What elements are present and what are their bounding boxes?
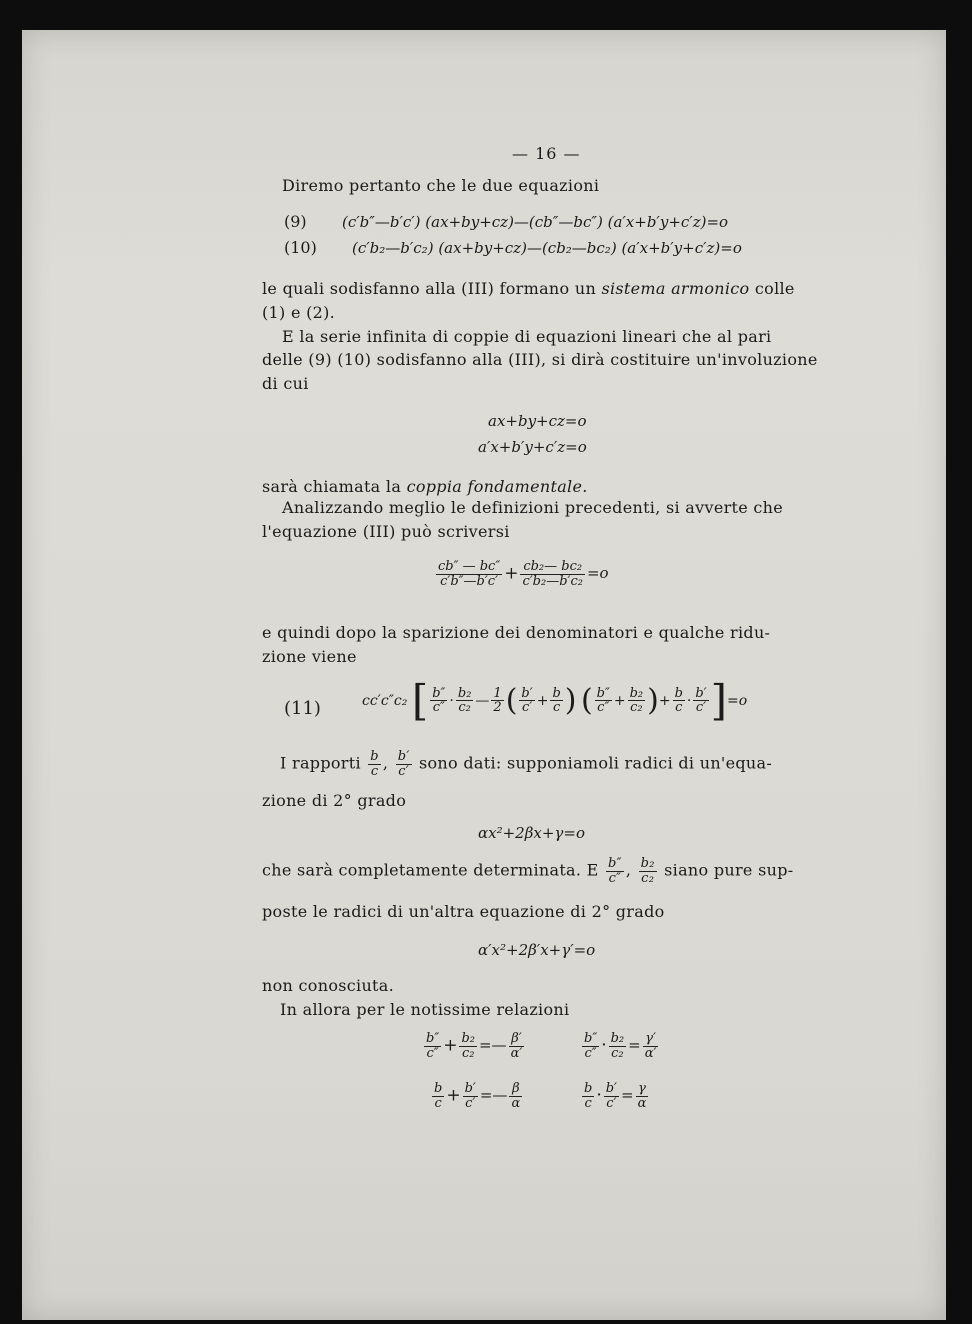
paragraph-4-line-2: l'equazione (III) può scriversi bbox=[262, 522, 510, 541]
paragraph-6-line-1: I rapporti $\frac{b}{c}$ , $\frac{b'}{c'}$ sono dati: supponiamoli radici di un'equa- bbox=[280, 749, 773, 779]
eq10-label: (10) bbox=[284, 238, 317, 257]
relation-product-1: $\frac{b''}{c''}$ · $\frac{\text{b₂}}{\text{c₂}}$ = $\frac{\gamma'}{\alpha'}$ bbox=[584, 1031, 657, 1061]
paragraph-5-line-2: zione viene bbox=[262, 647, 357, 666]
quadratic-2: α′x²+2β′x+γ′=o bbox=[478, 941, 596, 959]
eq11-label: (11) bbox=[284, 698, 321, 719]
eq9: (c′b″—b′c′) (ax+by+cz)—(cb″—bc″) (a′x+b′y+c′z)=o bbox=[342, 213, 729, 231]
fundamental-eq-1: ax+by+cz=o bbox=[488, 412, 587, 430]
paragraph-6-line-2: zione di 2° grado bbox=[262, 791, 407, 810]
fundamental-eq-2: a′x+b′y+c′z=o bbox=[478, 438, 587, 456]
eq9-label: (9) bbox=[284, 212, 307, 231]
page bbox=[22, 30, 946, 1320]
paragraph-2-line-3: di cui bbox=[262, 374, 309, 393]
relation-sum-1: $\frac{b''}{c''}$ + $\frac{\text{b₂}}{\text{c₂}}$ =— $\frac{\beta'}{\alpha'}$ bbox=[426, 1031, 523, 1061]
paragraph-4-line-1: Analizzando meglio le definizioni precedenti, si avverte che bbox=[282, 498, 784, 517]
paragraph-8: non conosciuta. bbox=[262, 976, 395, 995]
paragraph-7-line-1: che sarà completamente determinata. E $\frac{b''}{c''}$ , $\frac{\text{b₂}}{\text{c₂}}$ siano pure sup- bbox=[262, 856, 794, 886]
paragraph-9: In allora per le notissime relazioni bbox=[280, 1000, 570, 1019]
fraction-equation: $\frac{cb'' — bc''}{c'b''—b'c'}$ + $\frac{\text{cb₂— bc₂}}{\text{c′b₂—b′c₂}}$ =o bbox=[438, 559, 609, 589]
paragraph-1-line-2: (1) e (2). bbox=[262, 303, 336, 322]
paragraph-7-line-2: poste le radici di un'altra equazione di 2° grado bbox=[262, 902, 665, 921]
eq10: (c′b₂—b′c₂) (ax+by+cz)—(cb₂—bc₂) (a′x+b′y+c′z)=o bbox=[352, 239, 742, 257]
paragraph-5-line-1: e quindi dopo la sparizione dei denominatori e qualche ridu- bbox=[262, 623, 771, 642]
quadratic-1: αx²+2βx+γ=o bbox=[478, 824, 585, 842]
intro-text: Diremo pertanto che le due equazioni bbox=[282, 176, 600, 195]
paragraph-3: sarà chiamata la coppia fondamentale. bbox=[262, 477, 588, 496]
eq11: cc′c″c₂ [ $\frac{b''}{c''}$ · $\frac{\text{b₂}}{\text{c₂}}$ — $\frac{1}{2}$ ( $\frac{b'}{c'}$ + $\frac{b}{c}$ ) ( $\frac{b''}{c''}$ + $\frac{\text{b₂}}{\text{c₂}}$ )+ $\frac{b}{c}$ · $\frac{b'}{c'}$ ]=o bbox=[362, 676, 748, 725]
paragraph-1-line-1: le quali sodisfanno alla (III) formano un sistema armonico colle bbox=[262, 279, 795, 298]
paragraph-2-line-2: delle (9) (10) sodisfanno alla (III), si dirà costituire un'involuzione bbox=[262, 350, 818, 369]
relation-product-2: $\frac{b}{c}$ · $\frac{b'}{c'}$ = $\frac{\gamma}{\alpha}$ bbox=[584, 1081, 647, 1111]
paragraph-2-line-1: E la serie infinita di coppie di equazioni lineari che al pari bbox=[282, 327, 772, 346]
relation-sum-2: $\frac{b}{c}$ + $\frac{b'}{c'}$ =— $\frac{\beta}{\alpha}$ bbox=[434, 1081, 521, 1111]
page-number: — 16 — bbox=[512, 144, 581, 163]
